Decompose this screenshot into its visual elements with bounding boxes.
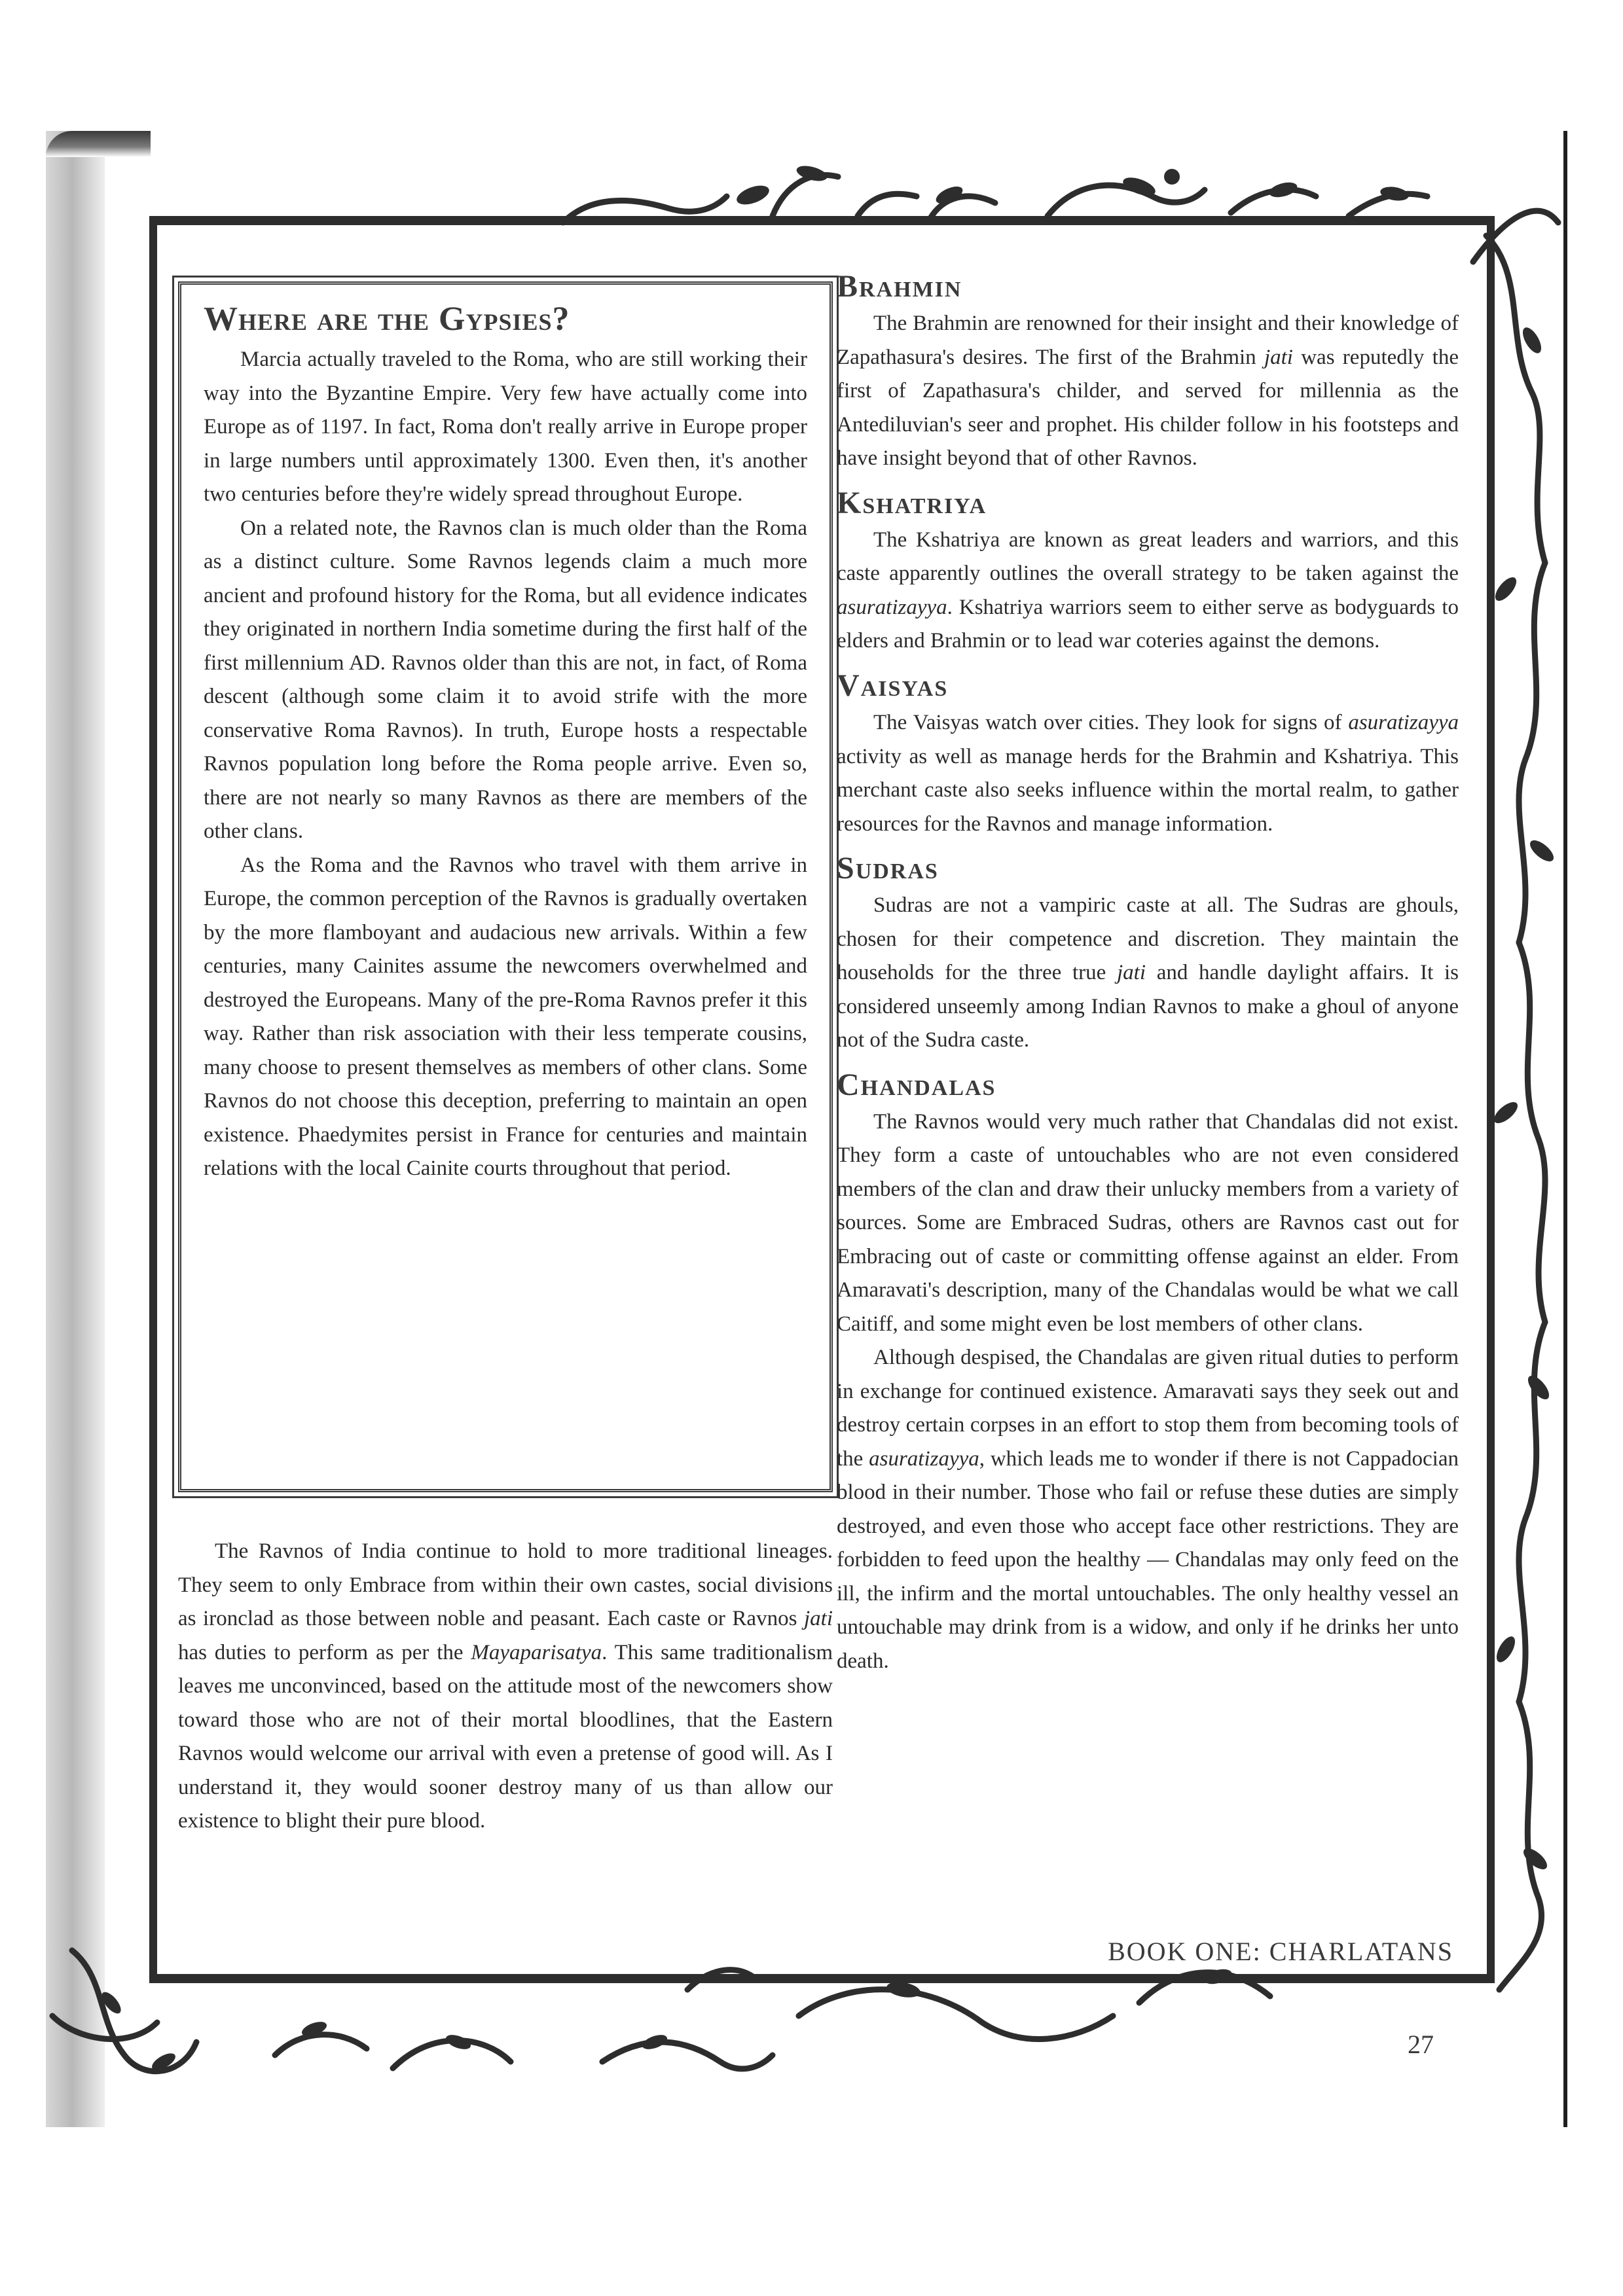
chandalas-paragraph: The Ravnos would very much rather that Chandalas did not exist. They form a caste of untouchables who are not even considered members of the clan and draw their unlucky members from a variety of sources. Some are Embraced Sudras, others are Ravnos cast out for Embracing out of caste or committing offense against an elder. From Amaravati's description, many of the Chandalas would be what we call Caitiff, and some might even be lost members of other clans. (837, 1109, 1459, 1336)
sidebar-paragraph: On a related note, the Ravnos clan is much older than the Roma as a distinct culture. Some Ravnos legends claim a much more ancient and profound history for the Roma, but all evidence indicates they originated in northern India sometime during the first half of the first millennium AD. Ravnos older than this are not, in fact, of Roma descent (although some claim it to avoid strife with the more conservative Roma Ravnos). In truth, Europe hosts a respectable Ravnos population long before the Roma people arrive. Even so, there are not nearly so many Ravnos as there are members of the other clans. (204, 516, 807, 844)
heading-chandalas: Chandalas (837, 1067, 996, 1102)
running-footer: BOOK ONE: CHARLATANS (1108, 1937, 1453, 1966)
heading-vaisyas: Vaisyas (837, 668, 949, 703)
right-column (837, 268, 1459, 1678)
sudras-paragraph: Sudras are not a vampiric caste at all. The Sudras are ghouls, chosen for their competence and discretion. They maintain the households for the three true jati and handle daylight affairs. It is considered unseemly among Indian Ravnos to make a ghoul of anyone not of the Sudra caste. (837, 893, 1459, 1052)
heading-kshatriya: Kshatriya (837, 485, 987, 520)
brahmin-paragraph: The Brahmin are renowned for their insight and their knowledge of Zapathasura's desires. The first of the Brahmin jati was reputedly the first of Zapathasura's childer, and served for millennia as the Antediluvian's seer and prophet. His childer follow in his footsteps and have insight beyond that of other Ravnos. (837, 312, 1459, 471)
sidebar-paragraph: Marcia actually traveled to the Roma, who are still working their way into the Byzantine Empire. Very few have actually come into Europe as of 1197. In fact, Roma don't really arrive in Europe proper in large numbers until approximately 1300. Even then, it's another two centuries before they're widely spread throughout Europe. (204, 348, 807, 507)
sidebar-box (178, 281, 833, 1492)
sidebar-paragraph: As the Roma and the Ravnos who travel with them arrive in Europe, the common perception of the Ravnos is gradually overtaken by the more flamboyant and audacious new arrivals. Within a few centuries, many Cainites assume the newcomers overwhelmed and destroyed the Europeans. Many of the pre-Roma Ravnos prefer it this way. Rather than risk association with their less temperate cousins, many choose to present themselves as members of other clans. Some Ravnos do not choose this deception, preferring to maintain an open existence. Phaedymites persist in France for centuries and maintain relations with the local Cainite courts throughout that period. (204, 853, 807, 1181)
body-paragraph: The Ravnos of India continue to hold to more traditional lineages. They seem to only Embrace from within their own castes, social divisions as ironclad as those between noble and peasant. Each caste or Ravnos jati has duties to perform as per the Mayaparisatya. This same traditionalism leaves me unconvinced, based on the attitude most of the newcomers show toward those who are not of their mortal bloodlines, that the Eastern Ravnos would welcome our arrival with even a pretense of good will. As I understand it, they would sooner destroy many of us than allow our existence to blight their pure blood. (178, 1539, 833, 1833)
kshatriya-paragraph: The Kshatriya are known as great leaders and warriors, and this caste apparently outlines the overall strategy to be taken against the asuratizayya. Kshatriya warriors seem to either serve as bodyguards to elders and Brahmin or to lead war coteries against the demons. (837, 528, 1459, 653)
book-gutter-curl (46, 131, 151, 157)
page-number: 27 (1408, 2030, 1434, 2059)
chandalas-paragraph: Although despised, the Chandalas are given ritual duties to perform in exchange for continued existence. Amaravati says they seek out and destroy certain corpses in an effort to stop them from becoming tools of the asuratizayya, which leads me to wonder if there is not Cappadocian blood in their number. Those who fail or refuse these duties are simply destroyed, and even those who accept face other restrictions. They are forbidden to feed upon the healthy — Chandalas may only feed on the ill, the infirm and the mortal untouchables. The only healthy vessel an untouchable may drink from is a widow, and only if he drinks her unto death. (837, 1346, 1459, 1673)
heading-brahmin: Brahmin (837, 269, 962, 304)
book-gutter-shadow (46, 131, 105, 2127)
left-column (178, 1535, 833, 1839)
vaisyas-paragraph: The Vaisyas watch over cities. They look for signs of asuratizayya activity as well as manage herds for the Brahmin and Kshatriya. This merchant caste also seeks influence within the mortal realm, to gather resources for the Ravnos and manage information. (837, 711, 1459, 836)
page-right-edge (1563, 131, 1567, 2127)
heading-sudras: Sudras (837, 851, 939, 886)
sidebar-title: Where are the Gypsies? (204, 300, 570, 338)
